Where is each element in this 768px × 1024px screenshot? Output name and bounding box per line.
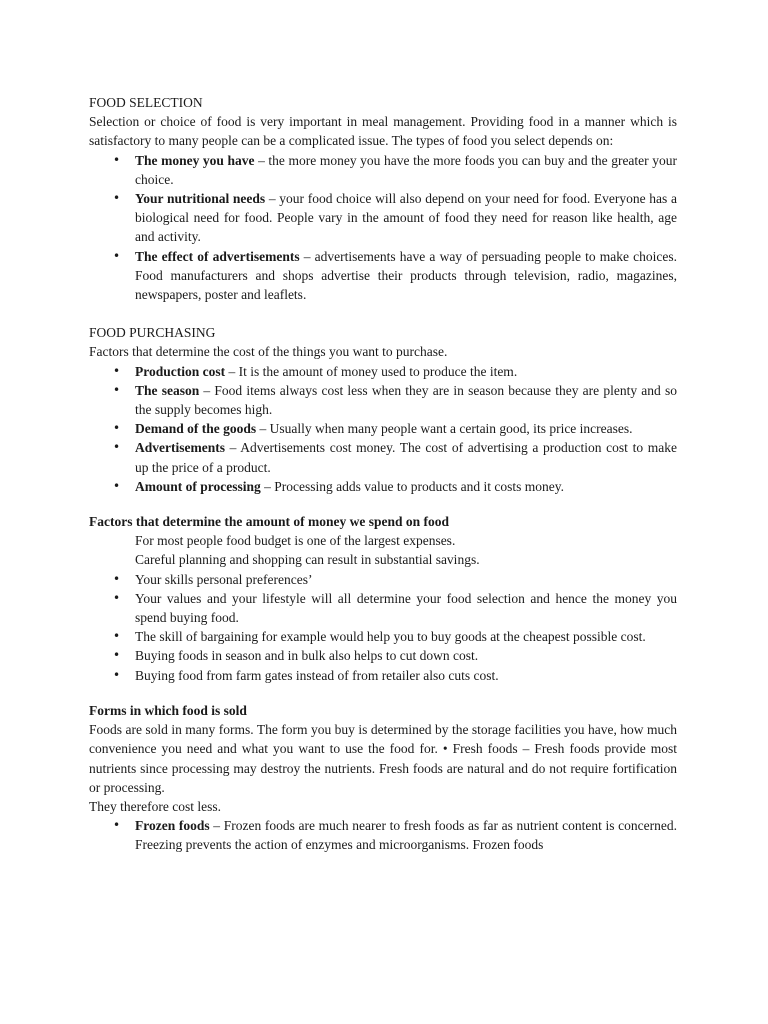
list-item: • Buying food from farm gates instead of from retailer also cuts cost.: [89, 666, 677, 685]
section-heading: FOOD PURCHASING: [89, 325, 216, 341]
item-text: – Usually when many people want a certain good, its price increases.: [256, 421, 633, 437]
list-item: [89, 816, 677, 854]
list-item: [89, 419, 677, 438]
item-text: – Processing adds value to products and it costs money.: [260, 478, 564, 494]
section-forms-sold: [89, 701, 677, 855]
section-intro: Selection or choice of food is very important in meal management. Providing food in a manner which is satisfactory to many people can be a complicated issue. The types of food you select depends on:: [89, 114, 677, 149]
item-term: Production cost: [135, 363, 226, 379]
item-text: – It is the amount of money used to produce the item.: [225, 363, 518, 379]
item-term: Demand of the goods: [135, 421, 257, 437]
list-item: [89, 381, 677, 419]
item-text: – Food items always cost less when they are in season because they are plenty and so the supply becomes high.: [135, 382, 677, 418]
item-term: The effect of advertisements: [135, 248, 300, 264]
section-intro: Foods are sold in many forms. The form you buy is determined by the storage facilities you have, how much convenience you need and what you want to use the food for. • Fresh foods – Fresh foods provide most nutrients since processing may destroy the nutrients. Fresh foods are natural and do not require fortification or processing.: [89, 722, 677, 795]
list-item: [89, 189, 677, 247]
item-text: – Frozen foods are much nearer to fresh foods as far as nutrient content is concerned. Freezing prevents the action of enzymes and microorganisms. Frozen foods: [135, 818, 677, 853]
list-item: • Your skills personal preferences’: [89, 570, 677, 589]
item-text: – the more money you have the more foods you can buy and the greater your choice.: [135, 152, 677, 187]
item-term: The season: [135, 382, 200, 398]
item-text: – your food choice will also depend on your need for food. Everyone has a biological need for food. People vary in the amount of food they need for reason like health, age and activity.: [135, 191, 677, 245]
item-text: – advertisements have a way of persuading people to make choices. Food manufacturers and shops advertise their products through television, radio, magazines, newspapers, poster and leaflets.: [135, 248, 677, 303]
section-heading: FOOD SELECTION: [89, 95, 203, 110]
bullet-list: [89, 570, 677, 685]
list-item: • Buying foods in season and in bulk also helps to cut down cost.: [89, 646, 677, 665]
section-intro: Factors that determine the cost of the things you want to purchase.: [89, 344, 448, 360]
list-item: [89, 438, 677, 476]
item-term: Your nutritional needs: [135, 191, 266, 207]
item-term: Amount of processing: [135, 478, 261, 494]
document-body: [89, 93, 677, 855]
section-money-spent: [89, 512, 677, 685]
section-heading: Factors that determine the amount of money we spend on food: [89, 514, 449, 530]
item-text: – Advertisements cost money. The cost of advertising a production cost to make up the price of a product.: [135, 440, 677, 475]
indented-line: For most people food budget is one of the largest expenses.: [135, 533, 456, 549]
list-item: • Your values and your lifestyle will all determine your food selection and hence the money you spend buying food.: [89, 589, 677, 627]
section-food-purchasing: [89, 323, 677, 496]
section-line: They therefore cost less.: [89, 798, 221, 814]
item-term: Frozen foods: [135, 818, 210, 834]
bullet-list: [89, 816, 677, 854]
list-item: [89, 151, 677, 189]
list-item: • The skill of bargaining for example would help you to buy goods at the cheapest possible cost.: [89, 627, 677, 646]
indented-line: Careful planning and shopping can result in substantial savings.: [135, 552, 480, 568]
item-term: The money you have: [135, 152, 255, 168]
section-heading: Forms in which food is sold: [89, 702, 247, 718]
item-term: Advertisements: [135, 440, 225, 456]
section-food-selection: [89, 93, 677, 304]
list-item: [89, 477, 677, 496]
bullet-list: [89, 362, 677, 496]
list-item: [89, 362, 677, 381]
bullet-list: [89, 151, 677, 305]
list-item: [89, 247, 677, 305]
